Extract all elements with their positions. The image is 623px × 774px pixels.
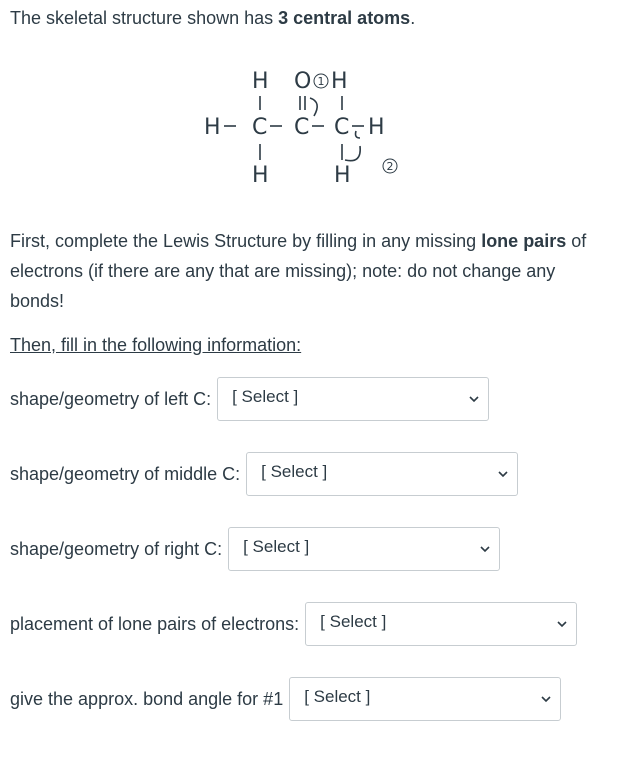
atom-h-bottom-left: H: [252, 163, 269, 188]
question-label: shape/geometry of left C:: [10, 389, 212, 409]
select-value: [ Select ]: [243, 537, 310, 556]
atom-h-left: H: [204, 115, 221, 140]
question-middle-c: [10, 452, 518, 496]
intro-suffix: .: [410, 8, 416, 28]
atom-h-right: H: [368, 115, 385, 140]
question-label: shape/geometry of right C:: [10, 539, 223, 559]
right-c-geometry-select[interactable]: [228, 527, 500, 571]
chevron-down-icon: [540, 693, 552, 705]
chevron-down-icon: [479, 543, 491, 555]
intro-text: [10, 6, 415, 30]
atom-c-right: C: [334, 115, 350, 140]
atom-h-top-left: H: [252, 69, 269, 94]
select-value: [ Select ]: [261, 462, 328, 481]
atom-c-left: C: [252, 115, 268, 140]
marker-2-label: 2: [386, 160, 394, 173]
atom-o-top: O: [294, 69, 312, 94]
question-left-c: [10, 377, 489, 421]
atom-h-top-right: H: [331, 69, 348, 94]
marker-1-label: 1: [317, 75, 325, 88]
then-heading: Then, fill in the following information:: [10, 335, 302, 355]
angle-hook-right: [356, 131, 361, 138]
question-right-c: [10, 527, 500, 571]
chevron-down-icon: [556, 618, 568, 630]
middle-c-geometry-select[interactable]: [246, 452, 518, 496]
angle-arc-1: [310, 98, 317, 116]
instructions-lone-pairs: lone pairs: [481, 231, 567, 251]
select-value: [ Select ]: [304, 687, 371, 706]
atom-c-middle: C: [294, 115, 310, 140]
lone-pairs-placement-select[interactable]: [305, 602, 577, 646]
question-label: placement of lone pairs of electrons:: [10, 614, 300, 634]
skeletal-structure-diagram: [190, 58, 430, 198]
select-value: [ Select ]: [320, 612, 387, 631]
left-c-geometry-select[interactable]: [217, 377, 489, 421]
question-bond-angle: [10, 677, 561, 721]
instructions-text: [10, 226, 610, 316]
intro-central-atoms: 3 central atoms: [278, 8, 411, 28]
question-label: shape/geometry of middle C:: [10, 464, 241, 484]
angle-arc-2: [345, 146, 360, 161]
instructions-part2: of electrons (if there are any that are missing); note: do not change any bonds!: [10, 231, 587, 311]
select-value: [ Select ]: [232, 387, 299, 406]
chevron-down-icon: [497, 468, 509, 480]
atom-h-bottom-right: H: [334, 163, 351, 188]
question-lone-pairs: [10, 602, 577, 646]
intro-prefix: The skeletal structure shown has: [10, 8, 279, 28]
instructions-part1: First, complete the Lewis Structure by filling in any missing: [10, 231, 482, 251]
bond-angle-select[interactable]: [289, 677, 561, 721]
question-label: give the approx. bond angle for #1: [10, 689, 284, 709]
chevron-down-icon: [468, 393, 480, 405]
